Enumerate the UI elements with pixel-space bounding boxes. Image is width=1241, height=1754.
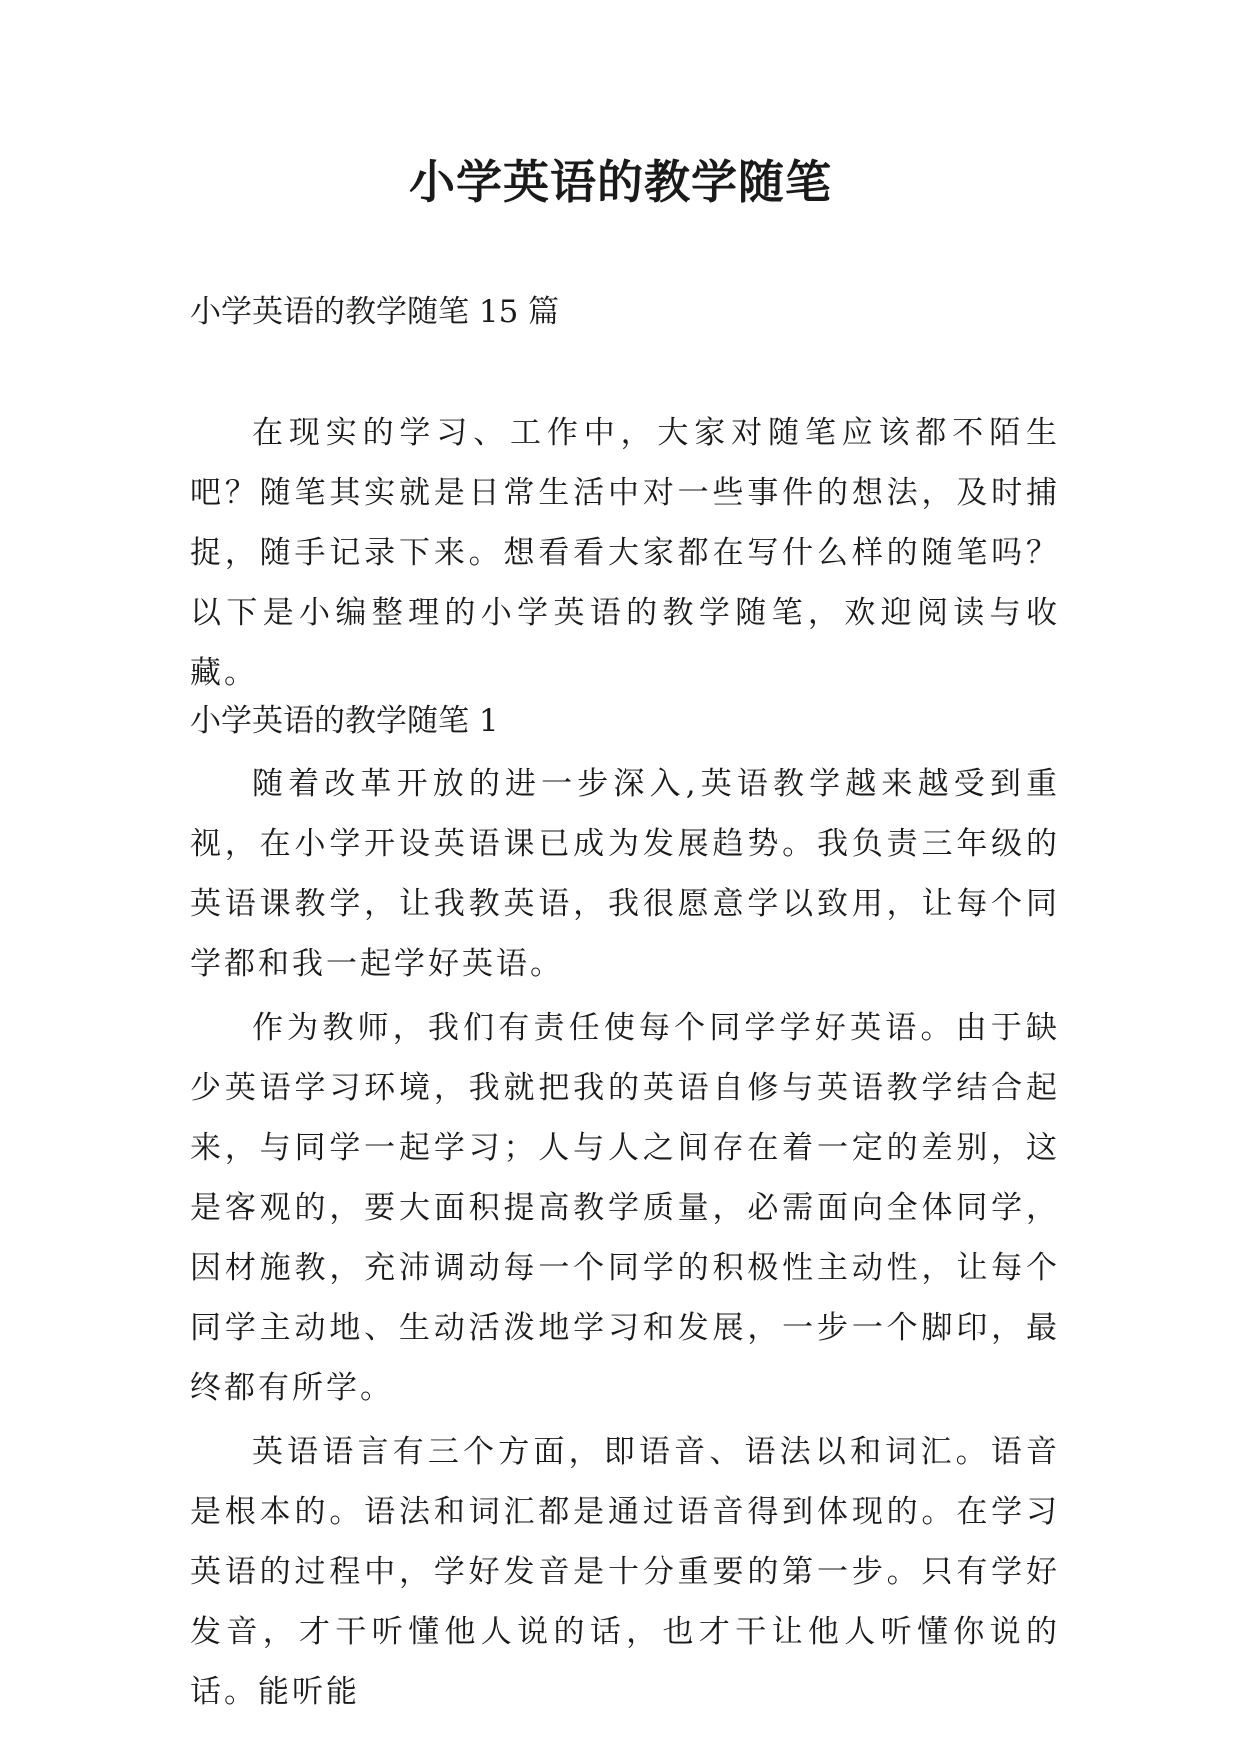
intro-section bbox=[190, 403, 1060, 703]
body-paragraph: 英语语言有三个方面，即语音、语法以和词汇。语音是根本的。语法和词汇都是通过语音得到体现的。在学习英语的过程中，学好发音是十分重要的第一步。只有学好发音，才干听懂他人说的话，也才干让他人听懂你说的话。能听能 bbox=[190, 1434, 1060, 1710]
body-paragraph: 作为教师，我们有责任使每个同学学好英语。由于缺少英语学习环境，我就把我的英语自修与英语教学结合起来，与同学一起学习；人与人之间存在着一定的差别，这是客观的，要大面积提高教学质量，必需面向全体同学，因材施教，充沛调动每一个同学的积极性主动性，让每个同学主动地、生动活泼地学习和发展，一步一个脚印，最终都有所学。 bbox=[190, 1010, 1060, 1406]
document-subtitle: 小学英语的教学随笔 15 篇 bbox=[190, 294, 560, 330]
section-body bbox=[190, 754, 1060, 1722]
document-title: 小学英语的教学随笔 bbox=[409, 155, 832, 209]
body-paragraph: 随着改革开放的进一步深入,英语教学越来越受到重视，在小学开设英语课已成为发展趋势。我负责三年级的英语课教学，让我教英语，我很愿意学以致用，让每个同学都和我一起学好英语。 bbox=[190, 766, 1060, 982]
intro-paragraph: 在现实的学习、工作中，大家对随笔应该都不陌生吧？随笔其实就是日常生活中对一些事件的想法，及时捕捉，随手记录下来。想看看大家都在写什么样的随笔吗？以下是小编整理的小学英语的教学随笔，欢迎阅读与收藏。 bbox=[190, 415, 1060, 691]
section-heading: 小学英语的教学随笔 1 bbox=[190, 703, 499, 739]
